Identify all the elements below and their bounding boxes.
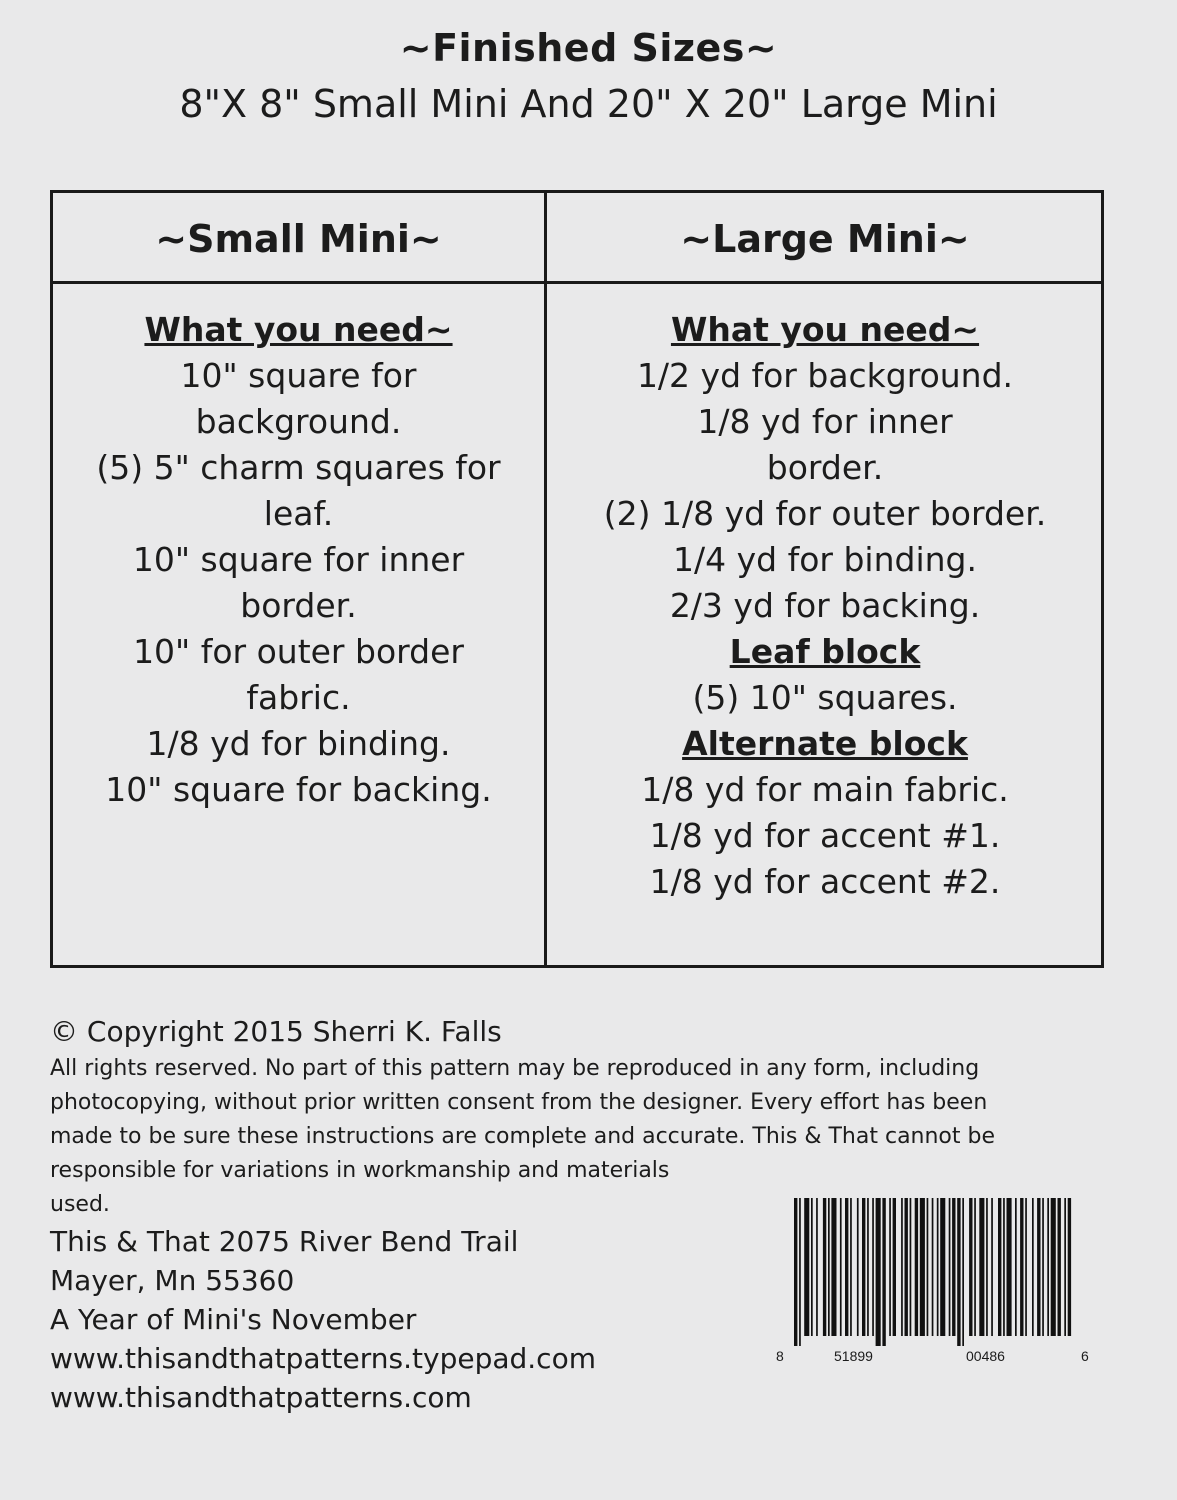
barcode-bar	[799, 1198, 801, 1346]
small-mini-title: ~Small Mini~	[155, 217, 442, 261]
address-line: This & That 2075 River Bend Trail	[50, 1225, 519, 1258]
small-mini-heading: What you need~	[144, 310, 453, 349]
website-link[interactable]: www.thisandthatpatterns.typepad.com	[50, 1342, 596, 1375]
barcode-bar	[1064, 1198, 1066, 1336]
barcode-bar	[1025, 1198, 1027, 1336]
barcode-bar	[937, 1198, 939, 1336]
barcode-bar	[940, 1198, 945, 1336]
list-item: 1/8 yd for accent #1.	[649, 816, 1001, 855]
barcode-bar	[979, 1198, 984, 1336]
barcode-bar	[889, 1198, 891, 1336]
barcode-digit-left: 8	[776, 1348, 784, 1364]
list-item: 1/8 yd for inner	[697, 402, 953, 441]
barcode-bar	[905, 1198, 908, 1336]
list-item: background.	[195, 402, 402, 441]
barcode-bar	[1020, 1198, 1023, 1336]
page-title: ~Finished Sizes~	[399, 26, 778, 70]
barcode-bar	[1003, 1198, 1005, 1336]
barcode-bar	[1007, 1198, 1012, 1336]
barcode-bars	[772, 1198, 1090, 1348]
list-item: 10" for outer border	[133, 632, 464, 671]
large-mini-list	[547, 307, 1103, 905]
barcode-bar	[876, 1198, 881, 1346]
list-item: 1/2 yd for background.	[636, 356, 1014, 395]
barcode-bar	[957, 1198, 960, 1346]
barcode-bar	[901, 1198, 903, 1336]
barcode-bar	[882, 1198, 885, 1346]
barcode-bar	[952, 1198, 955, 1336]
barcode-bar	[1037, 1198, 1040, 1336]
rights-line: used.	[50, 1192, 110, 1217]
barcode-bar	[962, 1198, 964, 1346]
pattern-name: A Year of Mini's November	[50, 1303, 417, 1336]
barcode-bar	[932, 1198, 934, 1336]
barcode-bar	[1042, 1198, 1044, 1336]
list-item: 2/3 yd for backing.	[669, 586, 981, 625]
barcode-bar	[974, 1198, 976, 1336]
large-mini-heading: What you need~	[670, 310, 980, 349]
large-mini-title: ~Large Mini~	[680, 217, 970, 261]
barcode-digit-right: 6	[1081, 1348, 1089, 1364]
list-item: (5) 10" squares.	[692, 678, 958, 717]
list-item: 10" square for inner	[132, 540, 465, 579]
list-item: 10" square for	[180, 356, 417, 395]
list-item: (2) 1/8 yd for outer border.	[603, 494, 1047, 533]
barcode-digits-group1: 51899	[834, 1348, 873, 1364]
barcode-bar	[840, 1198, 842, 1336]
barcode-bar	[949, 1198, 951, 1336]
barcode-bar	[1032, 1198, 1034, 1336]
page-subtitle: 8"X 8" Small Mini And 20" X 20" Large Mini	[179, 82, 998, 126]
rights-line: All rights reserved. No part of this pattern may be reproduced in any form, including	[50, 1056, 980, 1081]
list-item: 10" square for backing.	[105, 770, 492, 809]
list-item: border.	[766, 448, 884, 487]
leaf-block-heading: Leaf block	[729, 632, 921, 671]
barcode-bar	[828, 1198, 830, 1336]
rights-text	[50, 1052, 1110, 1222]
barcode-bar	[1015, 1198, 1017, 1336]
small-mini-list	[53, 307, 544, 813]
barcode	[772, 1198, 1090, 1378]
rights-line: photocopying, without prior written consent from the designer. Every effort has been	[50, 1090, 988, 1115]
list-item: (5) 5" charm squares for	[96, 448, 501, 487]
barcode-bar	[816, 1198, 818, 1336]
barcode-bar	[862, 1198, 865, 1336]
barcode-bar	[831, 1198, 836, 1336]
list-item: 1/4 yd for binding.	[673, 540, 977, 579]
barcode-bar	[1068, 1198, 1071, 1336]
barcode-bar	[998, 1198, 1001, 1336]
barcode-bar	[867, 1198, 869, 1336]
barcode-bar	[927, 1198, 929, 1336]
list-item: leaf.	[263, 494, 334, 533]
barcode-bar	[1051, 1198, 1056, 1336]
materials-table	[50, 190, 1104, 968]
rights-line: responsible for variations in workmanship and materials	[50, 1158, 670, 1183]
list-item: border.	[240, 586, 357, 625]
list-item: 1/8 yd for accent #2.	[649, 862, 1001, 901]
list-item: fabric.	[246, 678, 351, 717]
list-item: 1/8 yd for main fabric.	[641, 770, 1009, 809]
copyright-notice: © Copyright 2015 Sherri K. Falls	[50, 1015, 502, 1048]
rights-line: made to be sure these instructions are complete and accurate. This & That cannot be	[50, 1124, 996, 1149]
table-divider-horizontal	[53, 281, 1101, 284]
barcode-bar	[969, 1198, 972, 1336]
barcode-bar	[920, 1198, 925, 1336]
address-line: Mayer, Mn 55360	[50, 1264, 295, 1297]
barcode-bar	[845, 1198, 848, 1336]
list-item: 1/8 yd for binding.	[146, 724, 451, 763]
barcode-bar	[1047, 1198, 1049, 1336]
barcode-bar	[794, 1198, 797, 1346]
barcode-bar	[823, 1198, 826, 1336]
barcode-bar	[910, 1198, 912, 1336]
barcode-bar	[872, 1198, 874, 1336]
barcode-bar	[811, 1198, 813, 1336]
barcode-bar	[804, 1198, 809, 1336]
barcode-bar	[857, 1198, 859, 1336]
barcode-bar	[1058, 1198, 1061, 1336]
barcode-digits-group2: 00486	[966, 1348, 1005, 1364]
barcode-bar	[850, 1198, 852, 1336]
barcode-bar	[893, 1198, 896, 1336]
barcode-bar	[991, 1198, 993, 1336]
website-link[interactable]: www.thisandthatpatterns.com	[50, 1381, 472, 1414]
barcode-bar	[986, 1198, 988, 1336]
alternate-block-heading: Alternate block	[682, 724, 968, 763]
barcode-bar	[915, 1198, 918, 1336]
